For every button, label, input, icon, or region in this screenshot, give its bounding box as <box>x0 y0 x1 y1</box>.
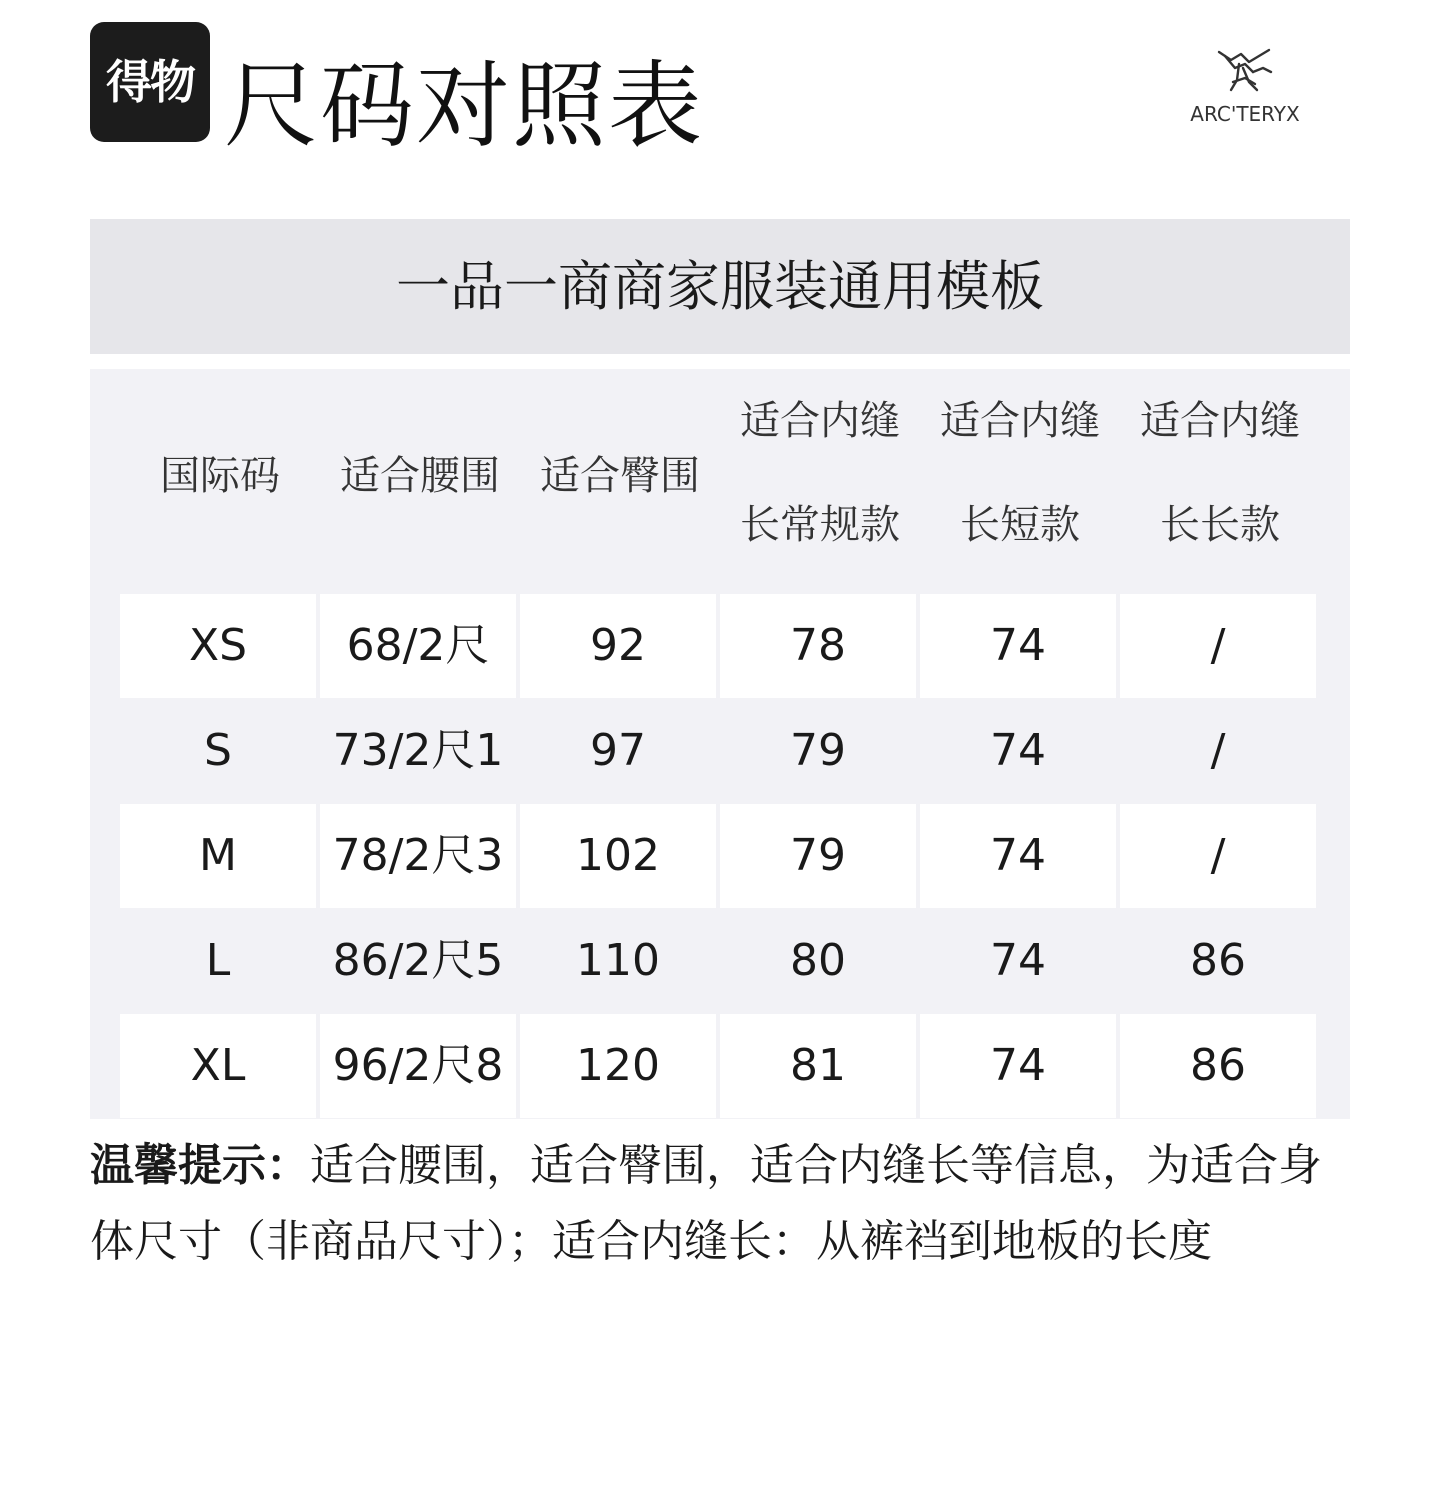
table-cell: XS <box>120 594 316 698</box>
column-header-inseam-long <box>1120 369 1320 577</box>
table-cell: / <box>1120 594 1316 698</box>
brand-name: ARC'TERYX <box>1190 102 1300 126</box>
table-cell: 79 <box>790 725 846 776</box>
table-cell: 97 <box>590 725 646 776</box>
table-cell: 102 <box>520 804 716 908</box>
note-title: 温馨提示： <box>90 1140 310 1191</box>
table-cell: XL <box>120 1014 316 1118</box>
table-cell: 74 <box>920 1014 1116 1118</box>
table-cell: 68/2尺 <box>320 594 516 698</box>
archaeopteryx-icon <box>1213 42 1277 96</box>
table-cell: 86/2尺5 <box>332 935 504 986</box>
table-cell: 92 <box>520 594 716 698</box>
table-cell: / <box>1210 725 1226 776</box>
column-header-label: 适合内缝 <box>740 398 900 444</box>
table-cell: 78/2尺3 <box>320 804 516 908</box>
table-row <box>120 594 1318 698</box>
table-cell: 74 <box>990 725 1046 776</box>
size-table <box>90 369 1350 1119</box>
table-row <box>120 909 1318 1013</box>
column-header-label: 适合腰围 <box>340 453 500 499</box>
table-row <box>120 804 1318 908</box>
template-banner <box>90 219 1350 354</box>
column-header-sublabel: 长常规款 <box>740 502 900 548</box>
table-cell: S <box>204 725 232 776</box>
column-header-label: 适合内缝 <box>1140 398 1300 444</box>
column-header-label: 国际码 <box>160 453 280 499</box>
column-header-hip <box>520 424 720 528</box>
table-cell: 73/2尺1 <box>332 725 504 776</box>
table-cell: 79 <box>720 804 916 908</box>
table-cell: 74 <box>920 594 1116 698</box>
column-header-label: 适合臀围 <box>540 453 700 499</box>
column-header-inseam-short <box>920 369 1120 577</box>
column-header-sublabel: 长短款 <box>960 502 1080 548</box>
note-body: 适合腰围，适合臀围，适合内缝长等信息，为适合身体尺寸（非商品尺寸）；适合内缝长：从裤裆到地板的长度 <box>90 1140 1322 1267</box>
table-cell: 74 <box>920 804 1116 908</box>
table-cell: 86 <box>1120 1014 1316 1118</box>
table-cell: / <box>1120 804 1316 908</box>
table-cell: 74 <box>990 935 1046 986</box>
table-row <box>120 1014 1318 1118</box>
table-cell: 110 <box>576 935 660 986</box>
table-cell: 86 <box>1190 935 1246 986</box>
column-header-waist <box>320 424 520 528</box>
brand-logo <box>1180 42 1310 152</box>
column-header-size <box>120 424 320 528</box>
table-cell: 96/2尺8 <box>320 1014 516 1118</box>
column-header-label: 适合内缝 <box>940 398 1100 444</box>
size-note <box>90 1128 1350 1280</box>
table-row <box>120 699 1318 803</box>
table-cell: 80 <box>790 935 846 986</box>
table-cell: L <box>205 935 231 986</box>
column-header-inseam-regular <box>720 369 920 577</box>
table-cell: 81 <box>720 1014 916 1118</box>
page-header <box>90 22 1350 182</box>
page-title: 尺码对照表 <box>224 52 705 161</box>
table-cell: M <box>120 804 316 908</box>
table-cell: 120 <box>520 1014 716 1118</box>
column-header-sublabel: 长长款 <box>1160 502 1280 548</box>
table-cell: 78 <box>720 594 916 698</box>
banner-text: 一品一商商家服装通用模板 <box>396 255 1044 318</box>
dewu-logo: 得物 <box>90 22 210 142</box>
